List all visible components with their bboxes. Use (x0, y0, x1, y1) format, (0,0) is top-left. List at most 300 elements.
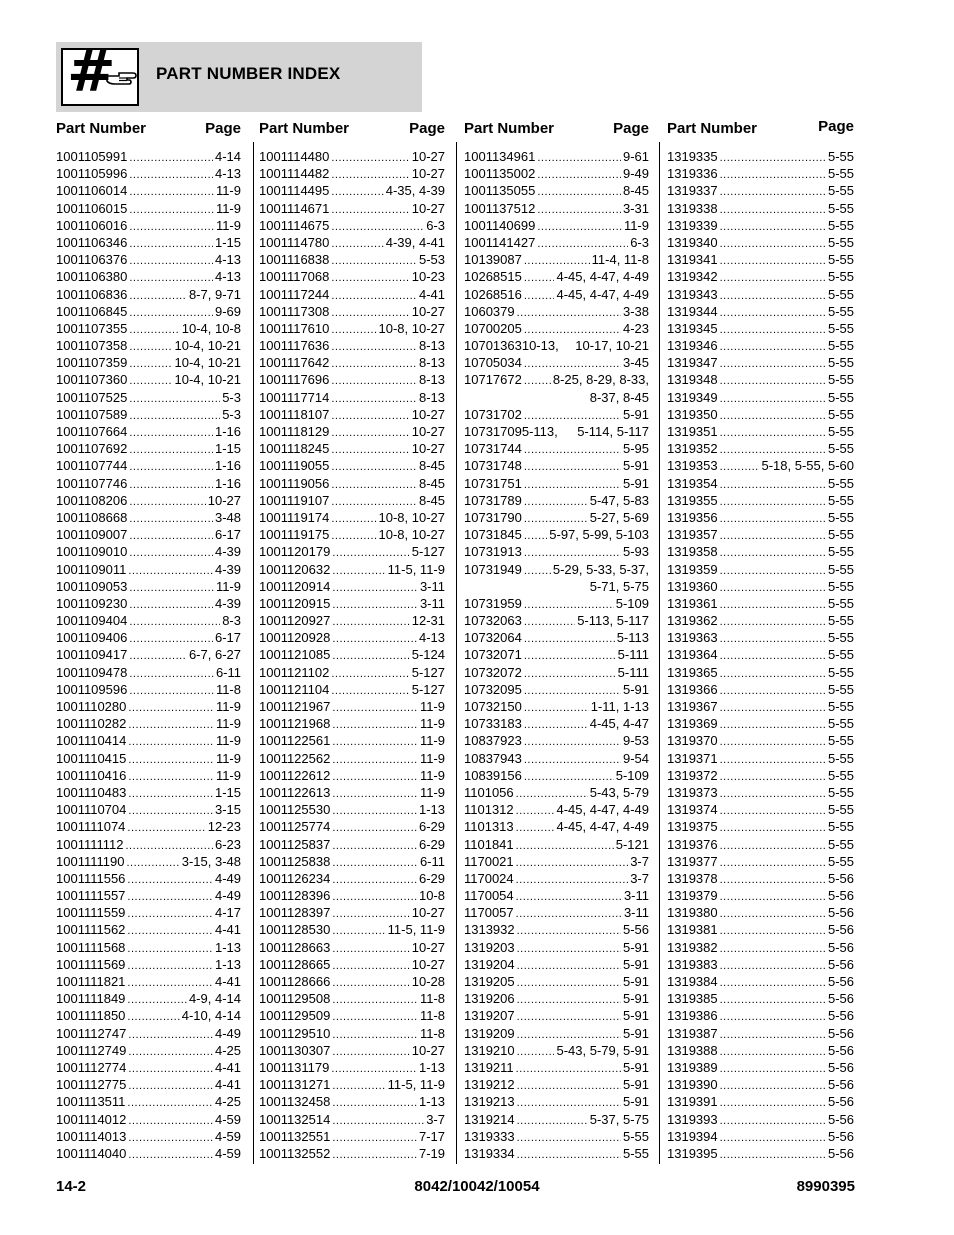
part-number: 1319350 (667, 406, 718, 422)
page-reference: 5-71, 5-75 (589, 578, 649, 594)
part-number: 1001114480 (259, 149, 330, 164)
list-item (464, 646, 649, 663)
list-item (56, 303, 241, 320)
page-reference: 5-56 (827, 922, 854, 938)
list-item (667, 750, 854, 767)
page-reference: 5-56 (827, 974, 854, 989)
page-reference: 5-91 (622, 991, 649, 1007)
list-item (259, 526, 445, 543)
list-item (259, 939, 445, 956)
part-number: 1001121104 (259, 681, 330, 697)
list-item (56, 423, 241, 440)
list-item (464, 612, 649, 629)
part-number: 1001110416 (56, 767, 127, 783)
page-reference: 5-55 (827, 509, 854, 525)
part-number: 1101312 (464, 802, 514, 818)
page-reference: 5-56 (622, 922, 649, 938)
page-reference: 3-48 (214, 509, 241, 525)
list-item (56, 371, 241, 388)
list-item (56, 698, 241, 715)
list-item (464, 1128, 649, 1145)
part-number: 1319344 (667, 303, 718, 319)
page-reference: 11-9 (419, 750, 445, 766)
part-number: 1001107355 (56, 320, 128, 336)
part-number: 1001117308 (259, 303, 330, 319)
page-reference: 5-27, 5-69 (589, 509, 649, 525)
page-reference: 5-55 (827, 183, 854, 199)
list-item (259, 561, 445, 578)
part-number: 1319209 (464, 1025, 515, 1041)
part-number: 1319374 (667, 802, 718, 818)
page-reference: 5-55 (827, 286, 854, 302)
list-item (667, 526, 854, 543)
part-number: 10705034 (464, 355, 522, 371)
part-number-heading: Part Number (464, 120, 555, 137)
index-list (667, 148, 854, 1162)
page-reference: 10-8, 10-27 (378, 509, 445, 525)
part-number: 1001109406 (56, 630, 128, 646)
list-item (56, 251, 241, 268)
page-reference: 6-29 (418, 819, 445, 835)
part-number: 1319205 (464, 974, 515, 989)
list-item (464, 939, 649, 956)
page-reference: 3-11 (623, 905, 649, 921)
page-reference: 4-59 (214, 1145, 241, 1161)
list-item (667, 784, 854, 801)
list-item (259, 1007, 445, 1024)
page-reference: 5-53 (418, 252, 445, 268)
list-item (464, 371, 649, 388)
list-item (464, 784, 649, 801)
part-number: 1001107589 (56, 406, 128, 422)
list-item (667, 1007, 854, 1024)
list-item (259, 921, 445, 938)
page-reference: 5-55 (827, 303, 854, 319)
list-item (464, 543, 649, 560)
part-number: 10732071 (464, 647, 522, 663)
part-number: 10732064 (464, 630, 522, 646)
page-reference: 5-55 (827, 252, 854, 268)
list-item (464, 1007, 649, 1024)
page-reference: 4-25 (214, 1094, 241, 1110)
page-reference: 11-8 (419, 1025, 445, 1041)
page-heading: Page (205, 120, 241, 137)
page-reference: 5-18, 5-55, 5-60 (761, 458, 854, 474)
list-item (56, 887, 241, 904)
list-item-continuation (464, 578, 649, 595)
part-number: 1101056 (464, 784, 514, 800)
list-item (56, 578, 241, 595)
list-item (464, 165, 649, 182)
part-number: 1001107664 (56, 424, 128, 439)
page-reference: 4-45, 4-47, 4-49 (556, 819, 649, 835)
part-number: 1319210 (464, 1042, 515, 1058)
list-item (667, 389, 854, 406)
list-item (667, 698, 854, 715)
list-item (56, 732, 241, 749)
list-item (259, 440, 445, 457)
part-number: 1319375 (667, 819, 718, 835)
part-number: 1319379 (667, 888, 718, 904)
page-reference: 11-9 (419, 699, 445, 714)
list-item (56, 990, 241, 1007)
list-item (464, 1042, 649, 1059)
list-item (56, 836, 241, 853)
section-logo (61, 37, 139, 106)
part-number: 1001114675 (259, 217, 330, 233)
list-item (667, 492, 854, 509)
page-reference: 5-55 (827, 441, 854, 457)
list-item (464, 1145, 649, 1162)
page-reference: 10-23 (411, 269, 445, 285)
page-reference: 4-41 (214, 1077, 241, 1093)
list-item (464, 354, 649, 371)
part-number: 1001130307 (259, 1042, 331, 1058)
page-reference: 3-7 (630, 853, 649, 869)
page-reference: 5-55 (827, 372, 854, 388)
list-item (464, 440, 649, 457)
page-reference: 11-9 (623, 217, 649, 233)
part-number: 1319371 (667, 750, 718, 766)
page-reference: 5-91 (622, 1025, 649, 1041)
page-reference: 6-29 (418, 870, 445, 886)
part-number: 1001135055 (464, 183, 536, 199)
list-item (56, 337, 241, 354)
page-reference: 8-45 (622, 183, 649, 199)
page-reference: 5-55 (827, 217, 854, 233)
part-number: 1319373 (667, 784, 718, 800)
page-reference: 10-27 (411, 149, 445, 164)
page-reference: 11-9 (419, 733, 445, 749)
part-number: 1001108668 (56, 509, 128, 525)
page-reference: 5-55 (827, 166, 854, 182)
part-number: 1001122562 (259, 750, 331, 766)
list-item (464, 853, 649, 870)
part-number: 1001110483 (56, 784, 127, 800)
page-reference: 1-11, 1-13 (590, 699, 649, 714)
list-item (667, 182, 854, 199)
part-number: 1001111821 (56, 974, 126, 989)
page-reference: 11-9 (215, 183, 241, 199)
part-number: 1319393 (667, 1111, 718, 1127)
page-reference: 5-43, 5-79, 5-91 (556, 1042, 649, 1058)
page-reference: 11-9 (215, 767, 241, 783)
list-item (464, 956, 649, 973)
list-item (464, 629, 649, 646)
part-number: 1001117068 (259, 269, 330, 285)
list-item (259, 457, 445, 474)
page-reference: 5-56 (827, 1111, 854, 1127)
page-reference: 5-55 (827, 784, 854, 800)
part-number: 1001120927 (259, 613, 331, 629)
part-number: 1319338 (667, 200, 718, 216)
leader-dots (524, 561, 551, 580)
part-number: 1001112775 (56, 1077, 127, 1093)
page-reference: 5-55 (827, 664, 854, 680)
part-number: 1001111556 (56, 870, 126, 886)
part-number: 1319206 (464, 991, 515, 1007)
part-number: 1001121102 (259, 664, 330, 680)
list-item (259, 1059, 445, 1076)
page-reference: 5-55 (827, 647, 854, 663)
list-item (259, 1042, 445, 1059)
part-number: 1319388 (667, 1042, 718, 1058)
part-number: 1001107358 (56, 338, 128, 354)
page-reference: 10-28 (411, 974, 445, 989)
page-reference: 10-27 (411, 1042, 445, 1058)
part-number: 1319380 (667, 905, 718, 921)
page-reference: 11-5, 11-9 (387, 1077, 445, 1093)
list-item (464, 750, 649, 767)
page-reference: 5-3 (222, 389, 241, 405)
index-column-4 (667, 118, 854, 1162)
list-item (667, 921, 854, 938)
list-item (56, 543, 241, 560)
list-item (259, 664, 445, 681)
part-number: 1001117714 (259, 389, 330, 405)
list-item (667, 1025, 854, 1042)
page-reference: 5-113, 5-117 (577, 613, 649, 629)
list-item (56, 629, 241, 646)
page-reference: 5-56 (827, 1077, 854, 1093)
page-reference: 5-56 (827, 1128, 854, 1144)
list-item (667, 286, 854, 303)
list-item (56, 750, 241, 767)
page-reference: 5-55 (827, 699, 854, 714)
page-reference: 1-13 (418, 802, 445, 818)
list-item (56, 440, 241, 457)
list-item (464, 423, 649, 440)
index-list (56, 148, 241, 1162)
list-item (259, 887, 445, 904)
part-number: 1001125774 (259, 819, 331, 835)
part-number: 1001129509 (259, 1008, 331, 1024)
page-reference: 6-29 (418, 836, 445, 852)
part-number: 1001110704 (56, 802, 127, 818)
list-item (259, 1128, 445, 1145)
list-item (667, 165, 854, 182)
list-item (259, 1025, 445, 1042)
page-reference: 5-55 (827, 200, 854, 216)
page-reference: 5-95 (622, 441, 649, 457)
page-reference: 5-55 (827, 389, 854, 405)
part-number: 1001106836 (56, 286, 128, 302)
page-reference: 5-55 (827, 716, 854, 732)
page-reference: 3-11 (623, 888, 649, 904)
part-number: 1001114482 (259, 166, 330, 182)
list-item (259, 320, 445, 337)
page-reference: 5-55 (827, 320, 854, 336)
part-number: 1319366 (667, 681, 718, 697)
part-number: 1070136310-13, (464, 338, 559, 354)
page-reference: 6-17 (214, 630, 241, 646)
page-reference: 12-23 (207, 819, 241, 835)
page-reference: 4-39 (214, 544, 241, 560)
list-item (464, 973, 649, 990)
page-reference: 11-9 (215, 699, 241, 714)
part-number: 1001119174 (259, 509, 330, 525)
list-item (259, 1145, 445, 1162)
list-item (56, 664, 241, 681)
part-number: 1170054 (464, 888, 514, 904)
part-number: 1001110280 (56, 699, 127, 714)
part-number: 1101841 (464, 836, 514, 852)
list-item (56, 1093, 241, 1110)
list-item (259, 217, 445, 234)
part-number: 10731845 (464, 527, 522, 543)
part-number: 10717672 (464, 372, 522, 388)
list-item (259, 509, 445, 526)
page-reference: 8-45 (418, 492, 445, 508)
page-reference: 5-55 (827, 767, 854, 783)
part-number: 1001121967 (259, 699, 331, 714)
part-number: 1170057 (464, 905, 514, 921)
part-number: 1001106380 (56, 269, 128, 285)
page-reference: 5-55 (827, 595, 854, 611)
page-reference: 5-55 (827, 338, 854, 354)
part-number: 1001110414 (56, 733, 127, 749)
part-number: 1319391 (667, 1094, 718, 1110)
part-number: 1001117636 (259, 338, 330, 354)
page-reference: 5-91 (622, 956, 649, 972)
part-number: 1319349 (667, 389, 718, 405)
part-number: 1001128397 (259, 905, 331, 921)
list-item (259, 784, 445, 801)
part-number: 1001114671 (259, 200, 330, 216)
list-item (259, 681, 445, 698)
column-divider (659, 142, 660, 1164)
part-number: 1001117696 (259, 372, 330, 388)
list-item (56, 956, 241, 973)
part-number: 1319341 (667, 252, 718, 268)
list-item (259, 165, 445, 182)
list-item (667, 612, 854, 629)
page-reference: 5-56 (827, 870, 854, 886)
list-item (259, 904, 445, 921)
part-number: 10700205 (464, 320, 522, 336)
page-reference: 4-41 (214, 1059, 241, 1075)
part-number-heading: Part Number (667, 120, 758, 137)
part-number: 10731959 (464, 595, 522, 611)
page-reference: 5-55 (827, 269, 854, 285)
part-number: 1319362 (667, 613, 718, 629)
list-item (56, 509, 241, 526)
list-item (56, 870, 241, 887)
page-reference: 4-13 (418, 630, 445, 646)
list-item (667, 595, 854, 612)
list-item (259, 182, 445, 199)
list-item (464, 320, 649, 337)
page-reference: 10-17, 10-21 (575, 338, 649, 354)
list-item (464, 836, 649, 853)
leader-dots (524, 371, 551, 390)
part-number: 1319203 (464, 939, 515, 955)
list-item (56, 1111, 241, 1128)
page-title: PART NUMBER INDEX (156, 64, 341, 83)
list-item (259, 1093, 445, 1110)
page-reference: 10-27 (411, 441, 445, 457)
part-number: 1001111559 (56, 905, 126, 921)
list-item (667, 406, 854, 423)
part-number: 1001119056 (259, 475, 330, 491)
page-reference: 8-13 (418, 389, 445, 405)
part-number: 1001121085 (259, 647, 331, 663)
page-reference: 8-13 (418, 355, 445, 371)
list-item (464, 870, 649, 887)
column-divider (253, 142, 254, 1164)
list-item (464, 887, 649, 904)
page-reference: 7-19 (418, 1145, 445, 1161)
column-header (464, 118, 649, 148)
page-reference: 5-56 (827, 1145, 854, 1161)
page-reference: 5-29, 5-33, 5-37, (552, 561, 649, 577)
part-number: 1001107746 (56, 475, 128, 491)
part-number: 1001112747 (56, 1025, 127, 1041)
part-number: 1001109053 (56, 578, 128, 594)
part-number: 1319390 (667, 1077, 718, 1093)
part-number: 1319333 (464, 1128, 515, 1144)
page-reference: 5-91 (622, 458, 649, 474)
page-reference: 10-27 (411, 200, 445, 216)
part-number: 10731913 (464, 544, 522, 560)
footer-document-number: 8990395 (796, 1178, 855, 1195)
part-number: 1319372 (667, 767, 718, 783)
page-reference: 4-49 (214, 870, 241, 886)
page-reference: 5-55 (827, 544, 854, 560)
part-number: 1319336 (667, 166, 718, 182)
part-number: 10732072 (464, 664, 522, 680)
part-number: 1001117610 (259, 320, 330, 336)
part-number: 1001111850 (56, 1008, 126, 1024)
part-number: 1060379 (464, 303, 515, 319)
part-number: 10268515 (464, 269, 522, 285)
part-number: 1001129508 (259, 991, 331, 1007)
part-number: 1170024 (464, 870, 514, 886)
part-number: 1001120632 (259, 561, 331, 577)
list-item (56, 801, 241, 818)
page-reference: 5-56 (827, 939, 854, 955)
list-item (667, 681, 854, 698)
part-number: 1319361 (667, 595, 718, 611)
list-item (667, 836, 854, 853)
page-reference: 1-16 (214, 475, 241, 491)
part-number: 10839156 (464, 767, 522, 783)
part-number: 1001121968 (259, 716, 331, 732)
list-item (259, 595, 445, 612)
part-number: 10731702 (464, 406, 522, 422)
page-reference: 10-27 (411, 956, 445, 972)
page-reference: 5-109 (615, 595, 649, 611)
page-reference: 4-45, 4-47, 4-49 (556, 286, 649, 302)
part-number: 1319358 (667, 544, 718, 560)
page-reference: 5-127 (411, 544, 445, 560)
part-number: 1319348 (667, 372, 718, 388)
part-number: 1001107359 (56, 355, 128, 371)
list-item (56, 182, 241, 199)
part-number: 1319346 (667, 338, 718, 354)
page-reference: 4-45, 4-47 (589, 716, 649, 732)
part-number: 1001114040 (56, 1145, 127, 1161)
list-item (259, 870, 445, 887)
part-number: 1319352 (667, 441, 718, 457)
page-reference: 6-11 (419, 853, 445, 869)
list-item (259, 492, 445, 509)
list-item (259, 715, 445, 732)
part-number: 1001107525 (56, 389, 128, 405)
page-reference: 5-55 (827, 527, 854, 543)
page-reference: 5-3 (222, 406, 241, 422)
page-reference: 10-8 (418, 888, 445, 904)
